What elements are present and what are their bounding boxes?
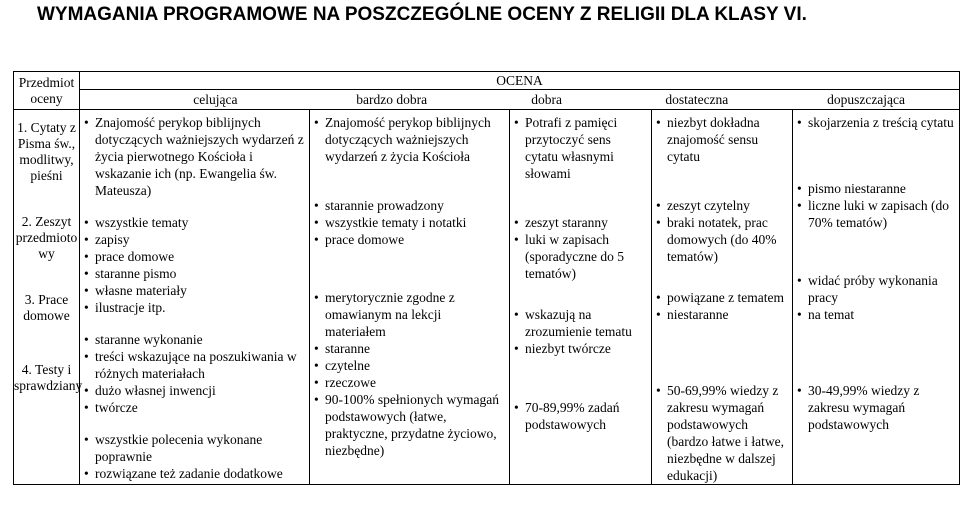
criterion: • staranne pismo: [84, 265, 305, 282]
criterion: • prace domowe: [84, 248, 305, 265]
grade-header-celujaca: celująca: [193, 92, 238, 107]
criterion: • wszystkie polecenia wykonane poprawnie: [84, 431, 305, 465]
grade-header-dobra: dobra: [531, 92, 563, 107]
subject-item: 2. Zeszyt przedmioto wy: [15, 214, 78, 261]
criteria-block: [514, 214, 647, 282]
subject-item: 3. Prace domowe: [23, 292, 70, 323]
criteria-block: [797, 180, 955, 231]
subject-item: 4. Testy i sprawdziany: [14, 362, 83, 393]
criterion: • rzeczowe: [314, 374, 505, 391]
criterion: • Znajomość perykop biblijnych dotyczących ważniejszych wydarzeń z życia pierwotnego Kościoła i wskazanie ich (np. Ewangelia św. Mateusza): [84, 114, 305, 199]
criterion: • Potrafi z pamięci przytoczyć sens cytatu własnymi słowami: [514, 114, 647, 182]
criterion: • niezbyt twórcze: [514, 340, 647, 357]
criterion: • luki w zapisach (sporadyczne do 5 tematów): [514, 231, 647, 282]
criterion: • ilustracje itp.: [84, 299, 305, 316]
criterion: • skojarzenia z treścią cytatu: [797, 114, 955, 131]
criterion: • 50-69,99% wiedzy z zakresu wymagań podstawowych (bardzo łatwe i łatwe, niezbędne w dalszej edukacji): [656, 382, 788, 484]
criterion: • wszystkie tematy: [84, 214, 305, 231]
criterion: • na temat: [797, 306, 955, 323]
criterion: • starannie prowadzony: [314, 197, 505, 214]
subject-item: 1. Cytaty z Pisma św., modlitwy, pieśni: [17, 120, 76, 183]
criterion: • Znajomość perykop biblijnych dotyczących ważniejszych wydarzeń z życia Kościoła: [314, 114, 505, 165]
criteria-block: [514, 114, 647, 182]
criteria-block: [514, 306, 647, 357]
criterion: • niezbyt dokładna znajomość sensu cytatu: [656, 114, 788, 165]
corner-header: Przedmiot oceny: [14, 72, 80, 110]
criterion: • braki notatek, prac domowych (do 40% tematów): [656, 214, 788, 265]
criterion: • prace domowe: [314, 231, 505, 248]
criterion: • niestaranne: [656, 306, 788, 323]
grade-header-bardzo-dobra: bardzo dobra: [356, 92, 428, 107]
criteria-block: [84, 114, 305, 199]
criterion: • wszystkie tematy i notatki: [314, 214, 505, 231]
criterion: • powiązane z tematem: [656, 289, 788, 306]
criterion: • rozwiązane też zadanie dodatkowe: [84, 465, 305, 482]
criteria-block: [314, 391, 505, 459]
criteria-block: [656, 114, 788, 165]
criterion: • zapisy: [84, 231, 305, 248]
criterion: • 70-89,99% zadań podstawowych: [514, 399, 647, 433]
criteria-block: [84, 214, 305, 316]
criterion: • zeszyt staranny: [514, 214, 647, 231]
criterion: • liczne luki w zapisach (do 70% tematów): [797, 197, 955, 231]
column-dopuszczajaca: [793, 110, 960, 485]
grade-header-dostateczna: dostateczna: [665, 92, 729, 107]
page-title: WYMAGANIA PROGRAMOWE NA POSZCZEGÓLNE OCENY Z RELIGII DLA KLASY VI.: [37, 4, 807, 25]
subjects-column: [14, 110, 83, 485]
criterion: • merytorycznie zgodne z omawianym na lekcji materiałem: [314, 289, 505, 340]
criterion: • staranne wykonanie: [84, 331, 305, 348]
criteria-block: [656, 197, 788, 265]
criterion: • pismo niestaranne: [797, 180, 955, 197]
column-celujaca: [80, 110, 310, 485]
criterion: • twórcze: [84, 399, 305, 416]
criteria-block: [314, 289, 505, 391]
criteria-block: [797, 114, 955, 131]
criterion: • czytelne: [314, 357, 505, 374]
criteria-block: [797, 382, 955, 433]
criteria-block: [656, 382, 788, 484]
requirements-table: [13, 71, 960, 485]
criteria-block: [797, 272, 955, 323]
column-bardzo-dobra: [310, 110, 510, 485]
criteria-block: [514, 399, 647, 433]
column-dobra: [510, 110, 652, 485]
criterion: • zeszyt czytelny: [656, 197, 788, 214]
criterion: • własne materiały: [84, 282, 305, 299]
criterion: • widać próby wykonania pracy: [797, 272, 955, 306]
criterion: • staranne: [314, 340, 505, 357]
criterion: • treści wskazujące na poszukiwania w różnych materiałach: [84, 348, 305, 382]
criteria-block: [84, 331, 305, 416]
column-dostateczna: [652, 110, 793, 485]
criterion: • 90-100% spełnionych wymagań podstawowych (łatwe, praktyczne, przydatne życiowo, niezbędne): [314, 391, 505, 459]
ocena-header: OCENA: [80, 72, 960, 90]
criterion: • 30-49,99% wiedzy z zakresu wymagań podstawowych: [797, 382, 955, 433]
criteria-block: [314, 114, 505, 165]
criteria-block: [656, 289, 788, 323]
criteria-block: [84, 431, 305, 482]
criterion: • wskazują na zrozumienie tematu: [514, 306, 647, 340]
criteria-block: [314, 197, 505, 248]
criterion: • dużo własnej inwencji: [84, 382, 305, 399]
grade-header-dopuszczajaca: dopuszczająca: [827, 92, 906, 107]
